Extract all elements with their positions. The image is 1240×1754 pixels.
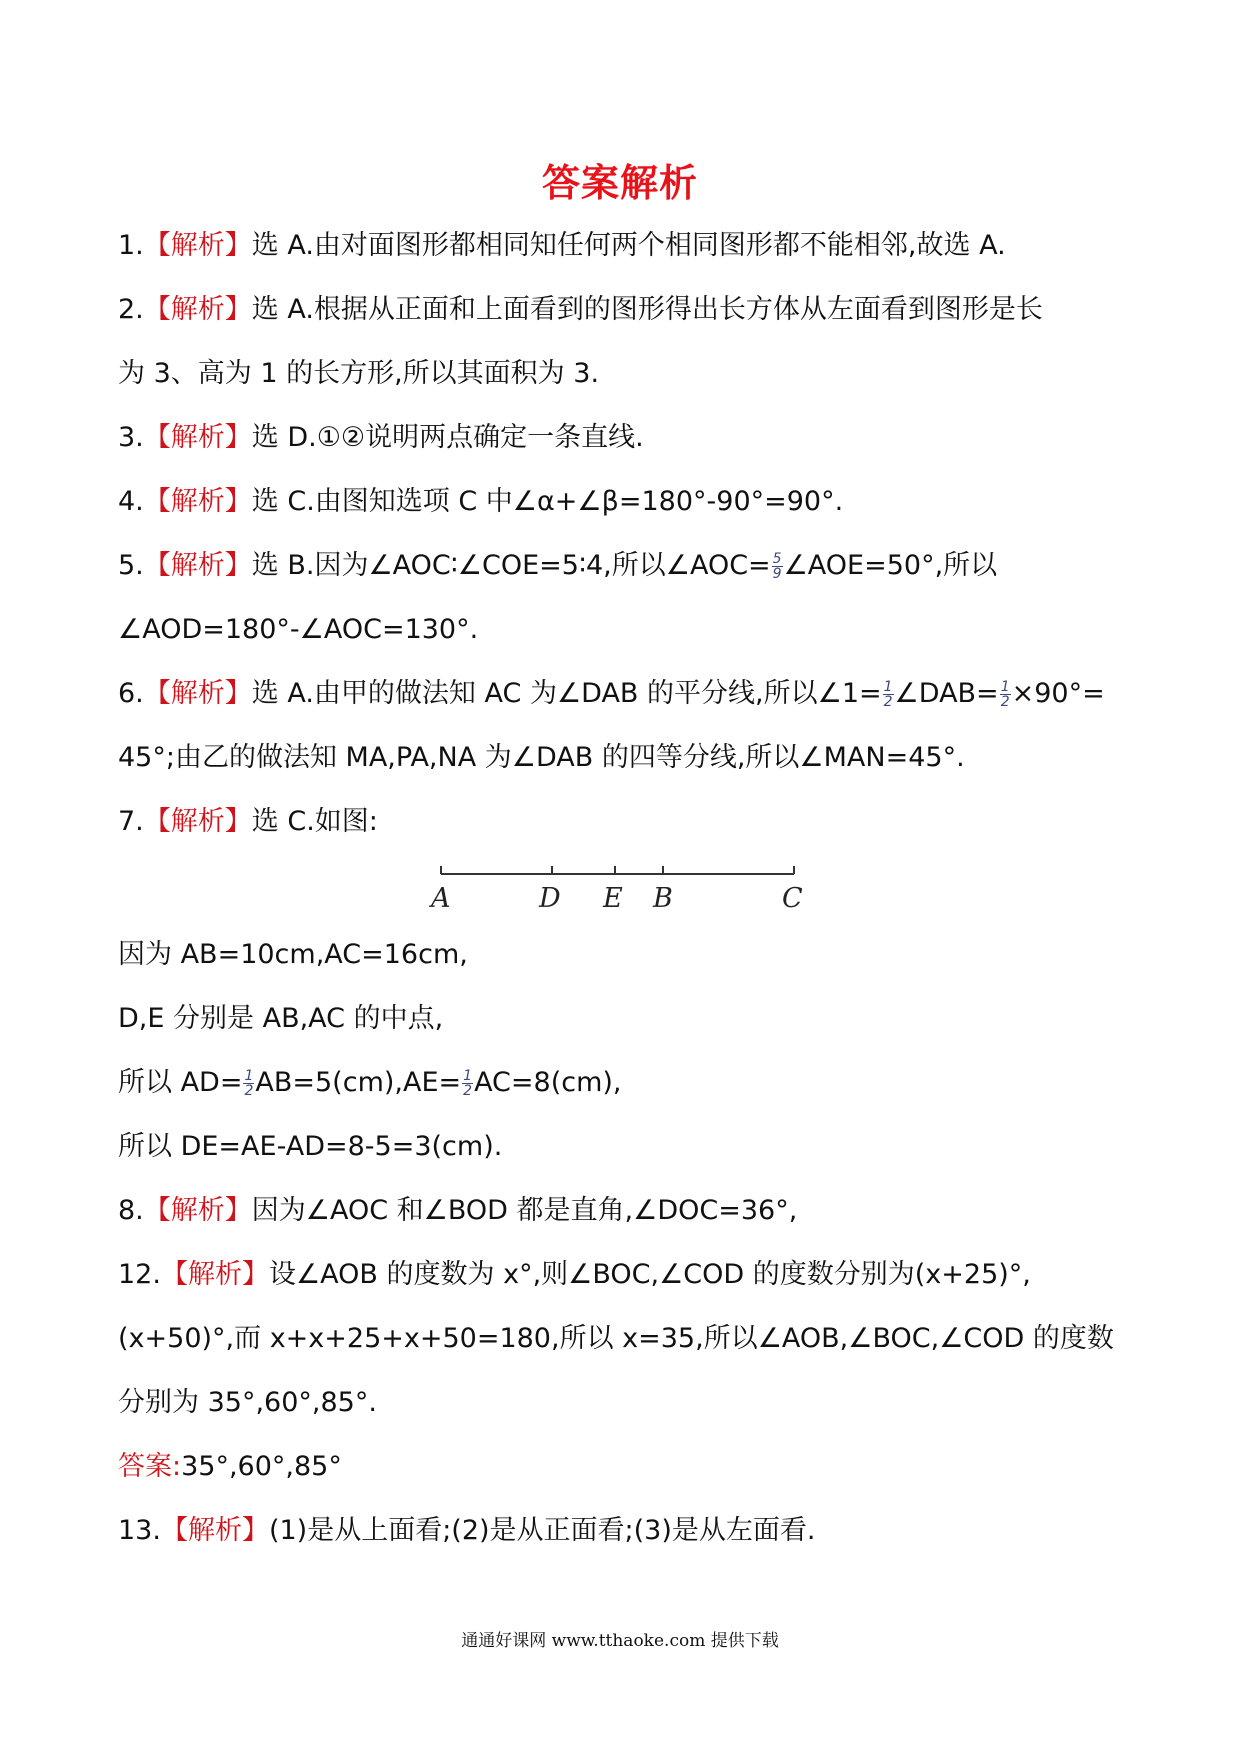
answer-text: 选 A.根据从正面和上面看到的图形得出长方体从左面看到图形是长 bbox=[251, 294, 1043, 325]
answer-13 bbox=[118, 1511, 1128, 1551]
analysis-tag: 【解析】 bbox=[143, 486, 252, 517]
answer-text: AB=5(cm),AE= bbox=[255, 1067, 462, 1098]
fraction-denominator: 2 bbox=[244, 1083, 254, 1099]
fraction bbox=[772, 552, 783, 581]
answer-8 bbox=[118, 1191, 1128, 1231]
answer-text: ∠AOE=50°,所以 bbox=[783, 550, 998, 581]
fraction-denominator: 2 bbox=[463, 1083, 473, 1099]
answer-text: AC=8(cm), bbox=[474, 1067, 622, 1098]
question-number: 4. bbox=[118, 486, 144, 517]
answer-2 bbox=[118, 290, 1128, 330]
answer-text: 设∠AOB 的度数为 x°,则∠BOC,∠COD 的度数分别为(x+25)°, bbox=[268, 1259, 1031, 1290]
answer-text: ∠DAB= bbox=[894, 678, 999, 709]
answer-6 bbox=[118, 674, 1128, 714]
answer-text: 选 C.如图: bbox=[251, 806, 378, 837]
fraction-numerator: 5 bbox=[772, 551, 782, 567]
fraction-denominator: 2 bbox=[1000, 694, 1010, 710]
answer-6-continued: 45°;由乙的做法知 MA,PA,NA 为∠DAB 的四等分线,所以∠MAN=45°. bbox=[118, 742, 965, 773]
point-label-b: B bbox=[653, 883, 673, 914]
question-number: 1. bbox=[118, 230, 144, 261]
page-footer: 通通好课网 www.tthaoke.com 提供下载 bbox=[461, 1631, 779, 1651]
answer-7-line-1: 因为 AB=10cm,AC=16cm, bbox=[118, 939, 468, 970]
fraction bbox=[883, 680, 894, 709]
question-number: 12. bbox=[118, 1259, 161, 1290]
answer-7-line-2: D,E 分别是 AB,AC 的中点, bbox=[118, 1003, 444, 1034]
analysis-tag: 【解析】 bbox=[143, 1195, 252, 1226]
point-label-c: C bbox=[782, 883, 803, 914]
fraction-numerator: 1 bbox=[883, 679, 893, 695]
answer-3 bbox=[118, 418, 1128, 458]
question-number: 8. bbox=[118, 1195, 144, 1226]
fraction bbox=[1000, 680, 1011, 709]
answer-5 bbox=[118, 546, 1128, 586]
fraction-denominator: 2 bbox=[883, 694, 893, 710]
answer-7 bbox=[118, 802, 1128, 842]
fraction-numerator: 1 bbox=[1000, 679, 1010, 695]
answer-12-continued: (x+50)°,而 x+x+25+x+50=180,所以 x=35,所以∠AOB,∠BOC,∠COD 的度数 bbox=[118, 1323, 1114, 1354]
analysis-tag: 【解析】 bbox=[143, 294, 252, 325]
fraction bbox=[462, 1069, 473, 1098]
question-number: 7. bbox=[118, 806, 144, 837]
point-label-e: E bbox=[603, 883, 623, 914]
analysis-tag: 【解析】 bbox=[143, 230, 252, 261]
answer-text: 选 C.由图知选项 C 中∠α+∠β=180°-90°=90°. bbox=[251, 486, 844, 517]
analysis-tag: 【解析】 bbox=[160, 1259, 269, 1290]
answer-text: 因为∠AOC 和∠BOD 都是直角,∠DOC=36°, bbox=[251, 1195, 798, 1226]
analysis-tag: 【解析】 bbox=[143, 678, 252, 709]
point-label-a: A bbox=[431, 883, 451, 914]
fraction-numerator: 1 bbox=[463, 1068, 473, 1084]
answer-12 bbox=[118, 1255, 1128, 1295]
analysis-tag: 【解析】 bbox=[143, 806, 252, 837]
answer-text: 所以 AD= bbox=[118, 1067, 243, 1098]
analysis-tag: 【解析】 bbox=[143, 550, 252, 581]
answer-12-continued-2: 分别为 35°,60°,85°. bbox=[118, 1387, 377, 1418]
answer-7-line-4: 所以 DE=AE-AD=8-5=3(cm). bbox=[118, 1131, 503, 1162]
answer-label: 答案: bbox=[118, 1451, 182, 1482]
analysis-tag: 【解析】 bbox=[143, 422, 252, 453]
answer-4 bbox=[118, 482, 1128, 522]
question-number: 6. bbox=[118, 678, 144, 709]
answer-5-continued: ∠AOD=180°-∠AOC=130°. bbox=[118, 614, 479, 645]
answer-text: 选 B.因为∠AOC∶∠COE=5∶4,所以∠AOC= bbox=[251, 550, 771, 581]
answer-text: 选 A.由甲的做法知 AC 为∠DAB 的平分线,所以∠1= bbox=[251, 678, 882, 709]
fraction bbox=[243, 1069, 254, 1098]
question-number: 3. bbox=[118, 422, 144, 453]
answer-text: 选 A.由对面图形都相同知任何两个相同图形都不能相邻,故选 A. bbox=[251, 230, 1006, 261]
answer-text: 选 D.①②说明两点确定一条直线. bbox=[251, 422, 644, 453]
page-title: 答案解析 bbox=[541, 161, 698, 205]
fraction-numerator: 1 bbox=[244, 1068, 254, 1084]
question-number: 13. bbox=[118, 1515, 161, 1546]
point-label-d: D bbox=[539, 883, 561, 914]
answer-text: (1)是从上面看;(2)是从正面看;(3)是从左面看. bbox=[268, 1515, 816, 1546]
answer-value: 35°,60°,85° bbox=[181, 1451, 342, 1482]
analysis-tag: 【解析】 bbox=[160, 1515, 269, 1546]
answer-text: ×90°= bbox=[1011, 678, 1105, 709]
answer-1 bbox=[118, 226, 1128, 266]
question-number: 2. bbox=[118, 294, 144, 325]
fraction-denominator: 9 bbox=[772, 566, 782, 582]
question-number: 5. bbox=[118, 550, 144, 581]
answer-7-line-3 bbox=[118, 1063, 1128, 1103]
answer-2-continued: 为 3、高为 1 的长方形,所以其面积为 3. bbox=[118, 358, 600, 389]
answer-12-result bbox=[118, 1447, 1128, 1487]
